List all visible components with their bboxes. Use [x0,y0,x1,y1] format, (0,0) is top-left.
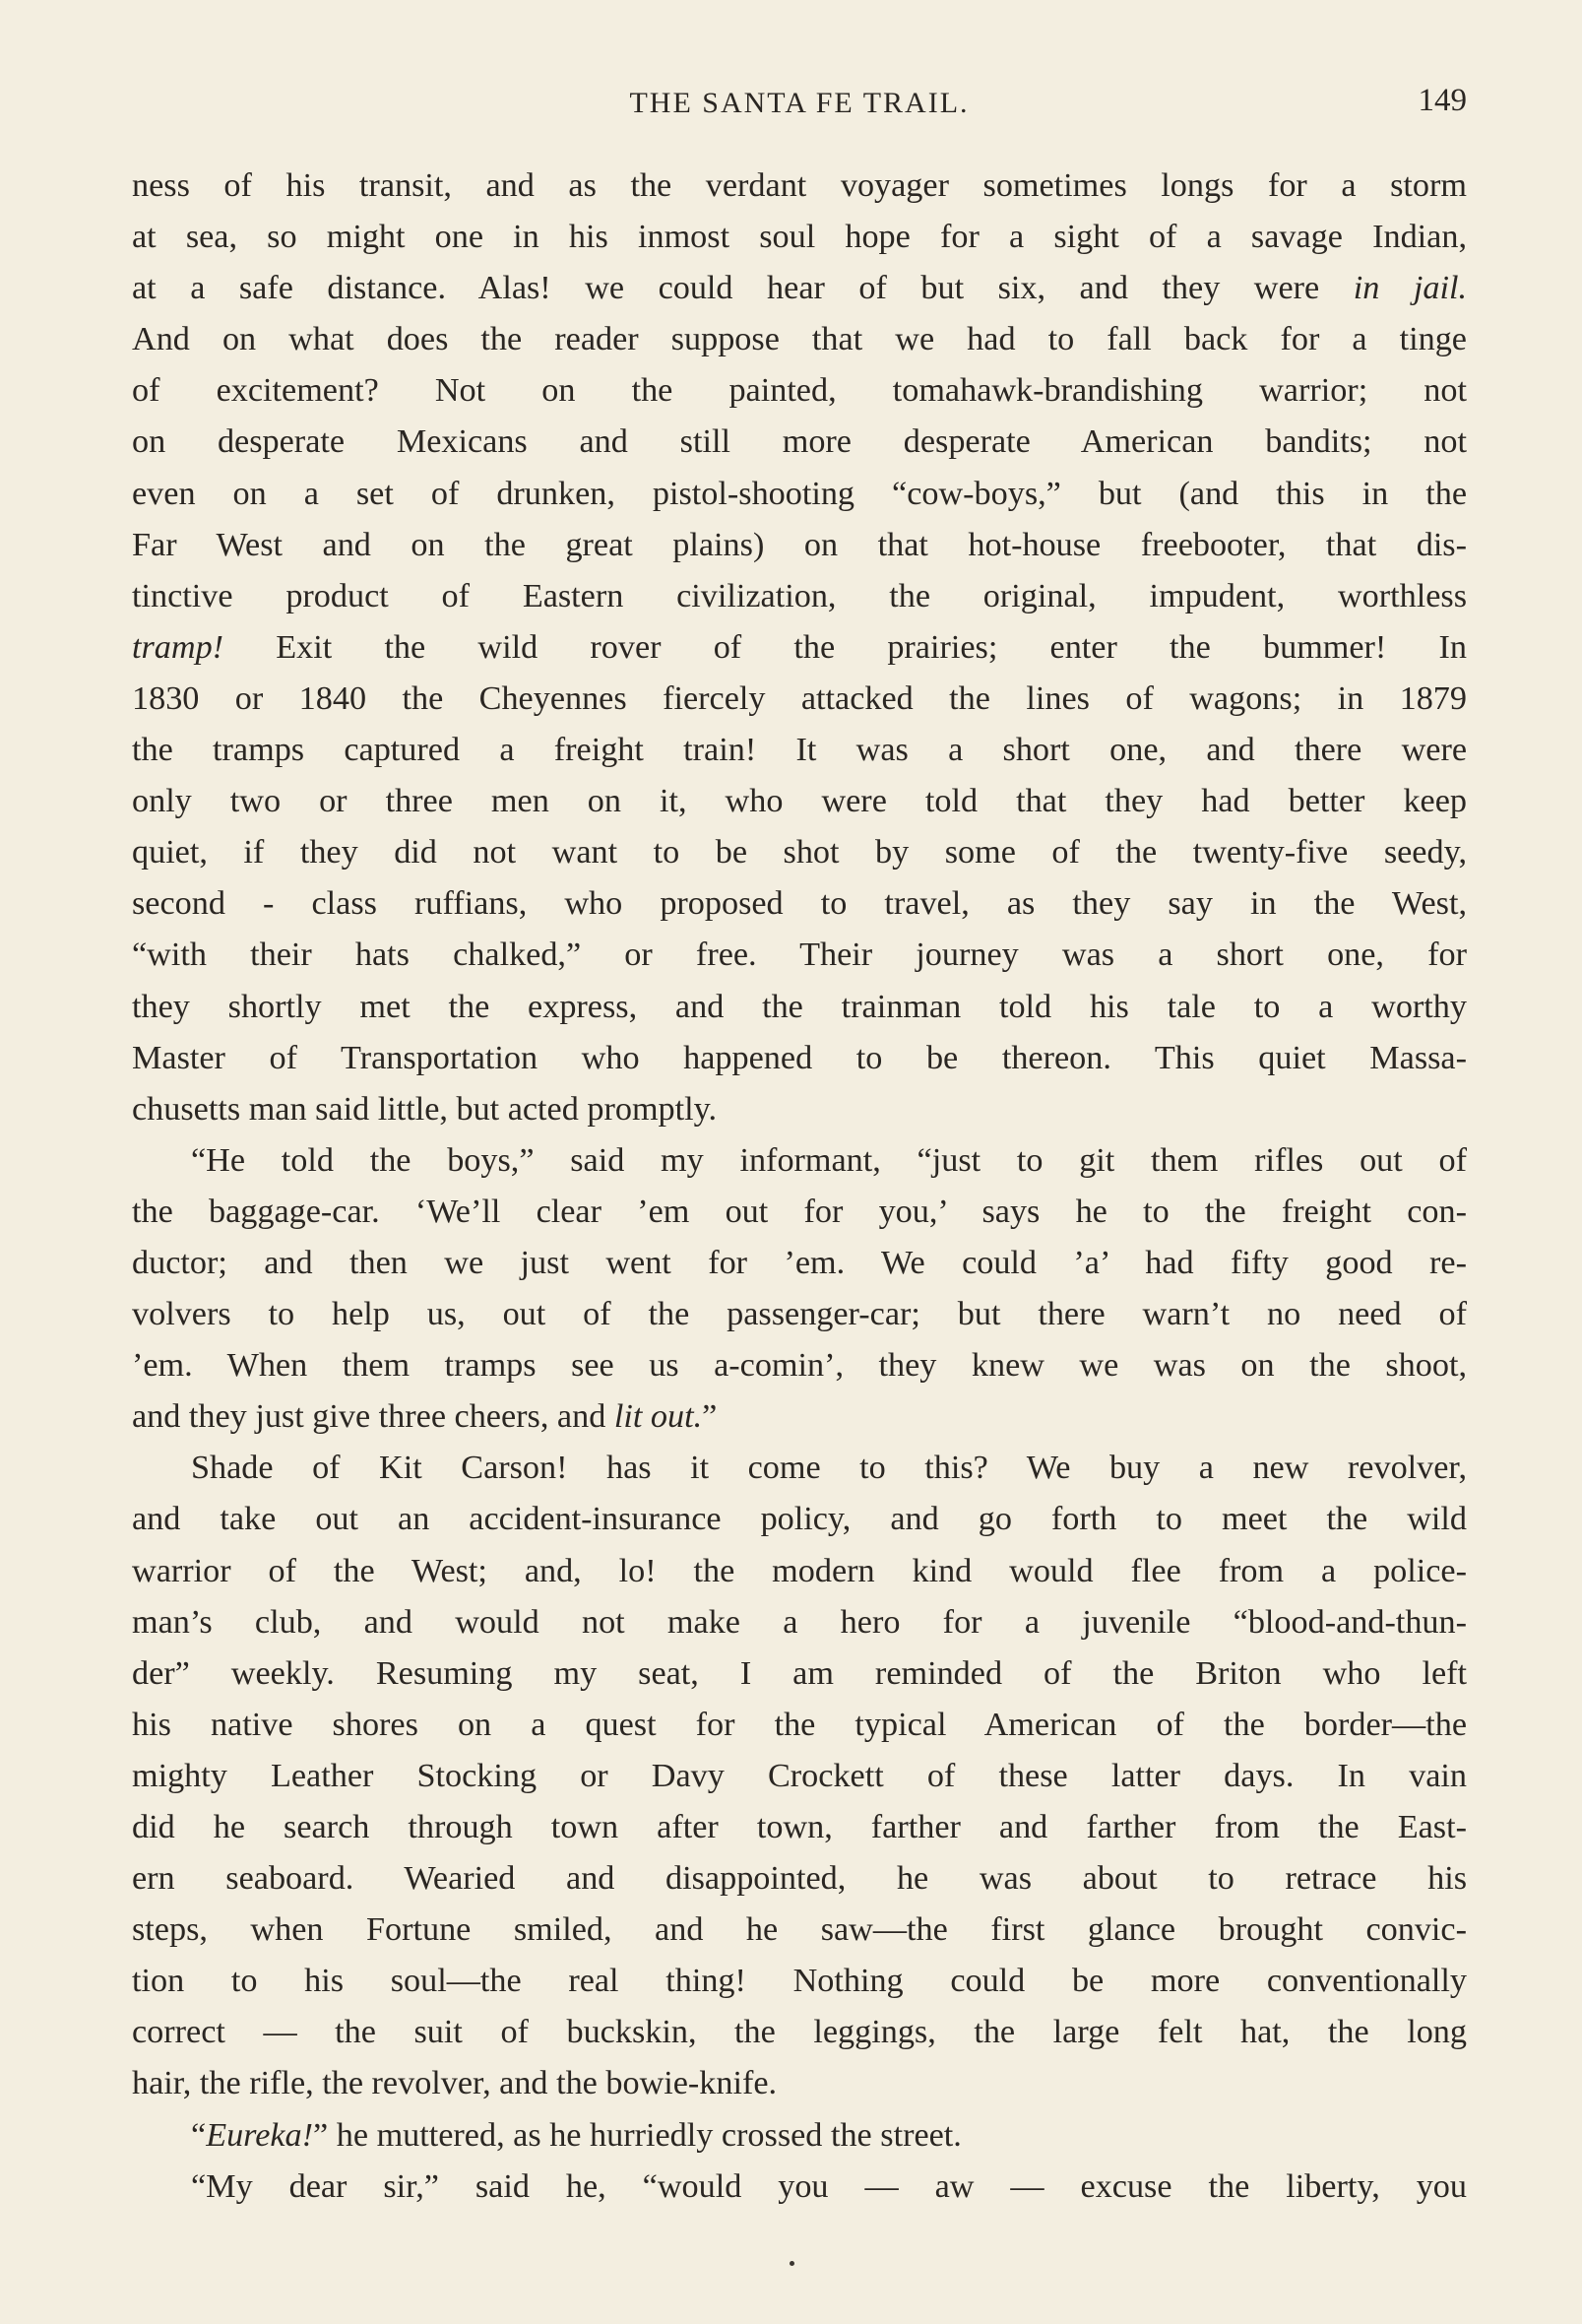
text-segment: Far West and on the great plains) on that hot-house freebooter, that dis- [132,526,1467,563]
text-segment: at a safe distance. Alas! we could hear of but six, and they were [132,270,1354,307]
text-segment: and take out an accident-insurance policy, and go forth to meet the wild [132,1501,1467,1538]
text-line [132,1904,1467,1956]
text-line [132,1546,1467,1597]
text-segment: man’s club, and would not make a hero for a juvenile “blood-and-thun- [132,1603,1467,1641]
text-line [132,776,1467,827]
text-line [132,417,1467,468]
text-segment: ductor; and then we just went for ’em. We could ’a’ had fifty good re- [132,1244,1467,1281]
text-line [132,263,1467,314]
text-line [132,1187,1467,1238]
text-line [132,1700,1467,1751]
text-line [132,1033,1467,1084]
text-line [132,1956,1467,2007]
printer-dot [790,2261,794,2266]
text-segment: Exit the wild rover of the prairies; enter the bummer! In [223,628,1467,666]
body-text [132,161,1467,2213]
text-line [132,878,1467,930]
italic-text: Eureka! [206,2116,314,2154]
text-segment: ” [702,1398,718,1436]
text-segment: and they just give three cheers, and [132,1398,614,1436]
text-segment: mighty Leather Stocking or Davy Crockett of these latter days. In vain [132,1757,1467,1794]
text-segment: ” he muttered, as he hurriedly crossed the street. [313,2116,962,2154]
running-head [132,81,1467,130]
text-line [132,520,1467,571]
text-segment: “He told the boys,” said my informant, “just to git them rifles out of [191,1141,1467,1179]
text-segment: ’em. When them tramps see us a-comin’, they knew we was on the shoot, [132,1347,1467,1385]
text-line [132,1289,1467,1340]
text-line [132,1494,1467,1545]
italic-text: in jail. [1353,270,1467,307]
text-segment: quiet, if they did not want to be shot by some of the twenty-five seedy, [132,834,1467,872]
text-line [132,1443,1467,1494]
text-line [132,1084,1467,1135]
text-segment: only two or three men on it, who were told that they had better keep [132,783,1467,820]
text-segment: tion to his soul—the real thing! Nothing could be more conventionally [132,1963,1467,2000]
text-segment: did he search through town after town, farther and farther from the East- [132,1809,1467,1845]
text-segment: ern seaboard. Wearied and disappointed, he was about to retrace his [132,1860,1467,1898]
text-line [132,314,1467,365]
text-line [132,982,1467,1033]
header-title: THE SANTA FE TRAIL. [629,87,970,119]
text-segment: And on what does the reader suppose that we had to fall back for a tinge [132,321,1467,358]
text-segment: chusetts man said little, but acted promptly. [132,1090,718,1128]
text-line [132,930,1467,981]
text-line [132,2007,1467,2058]
text-segment: the baggage-car. ‘We’ll clear ’em out for you,’ says he to the freight con- [132,1193,1467,1230]
text-line [132,1597,1467,1648]
text-line [132,2162,1467,2213]
text-segment: the tramps captured a freight train! It was a short one, and there were [132,732,1467,769]
text-line [132,2110,1467,2162]
text-segment: 1830 or 1840 the Cheyennes fiercely attacked the lines of wagons; in 1879 [132,679,1467,717]
text-segment: correct — the suit of buckskin, the leggings, the large felt hat, the long [132,2014,1467,2051]
text-line [132,365,1467,417]
text-line [132,1391,1467,1443]
text-segment: ness of his transit, and as the verdant voyager sometimes longs for a storm [132,167,1467,204]
text-segment: der” weekly. Resuming my seat, I am reminded of the Briton who left [132,1654,1467,1692]
text-segment: on desperate Mexicans and still more desperate American bandits; not [132,423,1467,461]
text-line [132,1340,1467,1391]
italic-text: lit out. [613,1398,703,1436]
text-line [132,622,1467,674]
text-segment: “with their hats chalked,” or free. Their journey was a short one, for [132,936,1467,974]
text-line [132,1853,1467,1904]
text-line [132,1751,1467,1802]
italic-text: tramp! [132,628,224,666]
text-segment: even on a set of drunken, pistol-shooting “cow-boys,” but (and this in the [132,475,1467,512]
text-segment: second - class ruffians, who proposed to travel, as they say in the West, [132,885,1467,923]
text-segment: volvers to help us, out of the passenger-car; but there warn’t no need of [132,1296,1467,1333]
text-line [132,161,1467,212]
text-segment: Master of Transportation who happened to be thereon. This quiet Massa- [132,1039,1467,1076]
text-line [132,1135,1467,1187]
text-line [132,571,1467,622]
text-segment: “My dear sir,” said he, “would you — aw — excuse the liberty, you [191,2167,1467,2205]
text-segment: warrior of the West; and, lo! the modern kind would flee from a police- [132,1552,1467,1589]
text-line [132,1648,1467,1700]
text-segment: at sea, so might one in his inmost soul hope for a sight of a savage Indian, [132,219,1467,256]
text-segment: they shortly met the express, and the trainman told his tale to a worthy [132,988,1467,1025]
text-line [132,1802,1467,1853]
text-segment: “ [191,2116,207,2154]
text-segment: of excitement? Not on the painted, tomahawk-brandishing warrior; not [132,372,1467,410]
text-line [132,469,1467,520]
text-segment: hair, the rifle, the revolver, and the bowie-knife. [132,2065,778,2102]
page-number: 149 [1418,83,1467,118]
text-line [132,827,1467,878]
text-segment: tinctive product of Eastern civilization, the original, impudent, worthless [132,577,1467,614]
text-segment: his native shores on a quest for the typical American of the border—the [132,1706,1467,1743]
text-line [132,674,1467,725]
text-line [132,725,1467,776]
text-line [132,2058,1467,2109]
text-segment: steps, when Fortune smiled, and he saw—the first glance brought convic- [132,1911,1467,1949]
text-line [132,212,1467,263]
text-line [132,1238,1467,1289]
text-segment: Shade of Kit Carson! has it come to this? We buy a new revolver, [191,1450,1467,1487]
